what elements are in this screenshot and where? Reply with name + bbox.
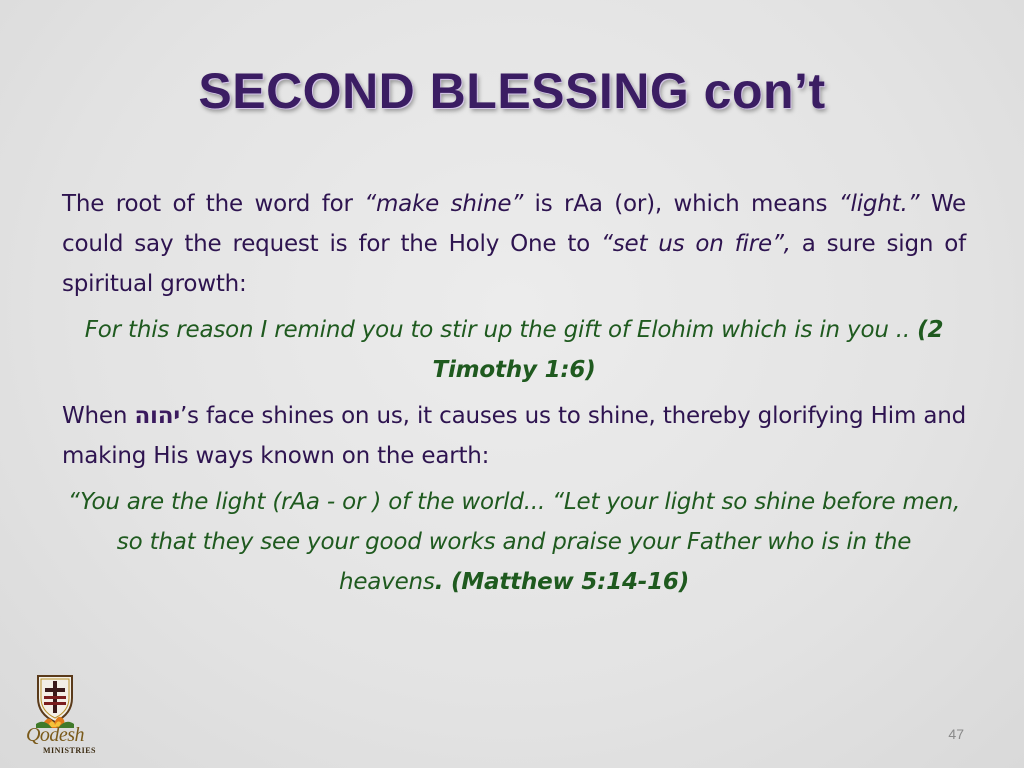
paragraph1-text-1: The root of the word for xyxy=(62,191,365,217)
paragraph1-emphasis-set-on-fire: “set us on fire”, xyxy=(601,231,791,257)
slide-body xyxy=(62,184,966,608)
paragraph1-text-3: We could say the request is for the Holy One to xyxy=(62,191,966,257)
logo-subtitle: MINISTRIES xyxy=(42,746,96,755)
paragraph1-emphasis-light: “light.” xyxy=(838,191,920,217)
slide-title: SECOND BLESSING con’t xyxy=(198,63,826,119)
paragraph1-emphasis-make-shine: “make shine” xyxy=(364,191,524,217)
paragraph-root-of-word xyxy=(62,184,966,304)
paragraph1-text-4: a sure sign of spiritual growth: xyxy=(62,231,966,297)
qodesh-ministries-logo xyxy=(14,672,96,760)
paragraph2-text-2: ’s face shines on us, it causes us to shine, thereby glorifying Him and making His ways known on the earth: xyxy=(62,403,967,469)
quote-2-timothy xyxy=(62,310,966,390)
paragraph-face-shines xyxy=(62,396,966,476)
paragraph2-text-1: When xyxy=(62,403,135,429)
quote2-text: “You are the light (rAa - or ) of the world... “Let your light so shine before men, so that they see your good works and praise your Father who is in the heavens xyxy=(67,489,961,595)
quote1-text: For this reason I remind you to stir up the gift of Elohim which is in you .. xyxy=(84,317,918,343)
quote1-reference: (2 Timothy 1:6) xyxy=(432,317,944,383)
shield-cross-icon xyxy=(14,672,96,732)
logo-name: Qodesh xyxy=(25,724,85,746)
page-number: 47 xyxy=(948,726,964,742)
quote-matthew xyxy=(62,482,966,602)
paragraph1-text-2: is rAa (or), which means xyxy=(523,191,839,217)
quote2-reference: . (Matthew 5:14-16) xyxy=(434,569,690,595)
hebrew-name: יהוה xyxy=(134,403,180,429)
